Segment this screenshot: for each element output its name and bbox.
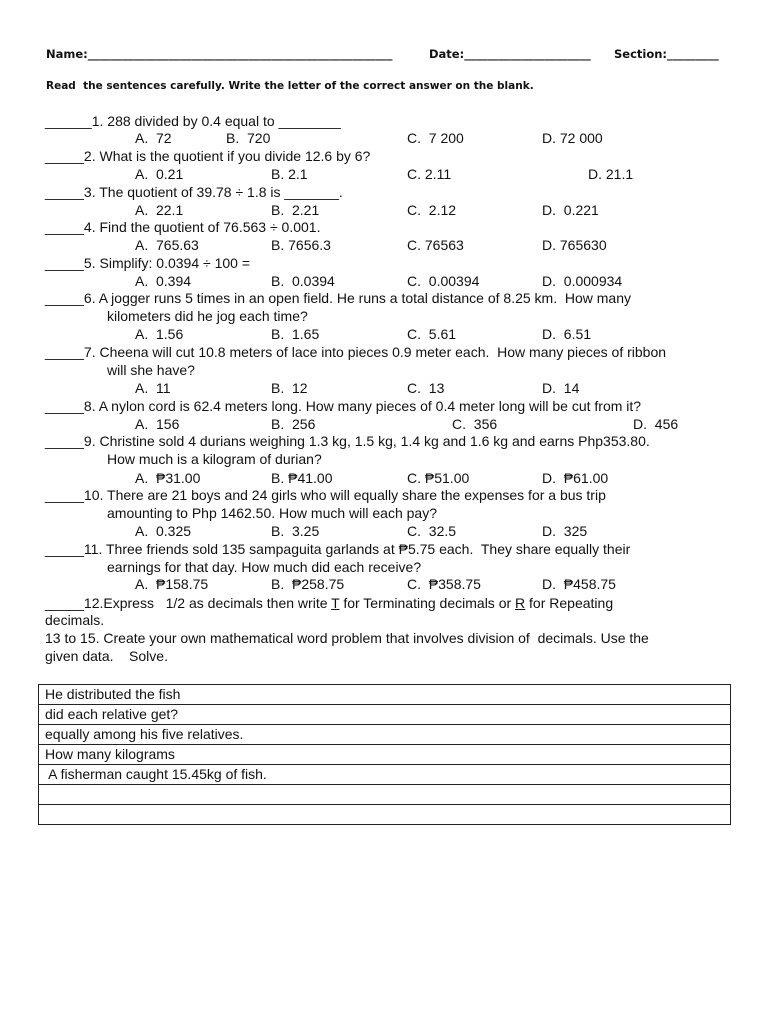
q10-option-b[interactable]: B. 3.25 (271, 523, 320, 539)
question-10-continued: amounting to Php 1462.50. How much will each pay? (107, 505, 437, 521)
q3-option-a[interactable]: A. 22.1 (135, 202, 184, 218)
q7-option-c[interactable]: C. 13 (407, 380, 445, 396)
q7-option-a[interactable]: A. 11 (135, 380, 171, 396)
table-cell-empty[interactable] (39, 785, 731, 805)
table-row (39, 705, 731, 725)
instructions: Read the sentences carefully. Write the letter of the correct answer on the blank. (46, 80, 534, 92)
q1-option-b[interactable]: B. 720 (226, 130, 271, 146)
q4-option-c[interactable]: C. 76563 (407, 237, 464, 253)
table-row (39, 785, 731, 805)
q9-option-c[interactable]: C. ₱51.00 (407, 470, 470, 486)
table-cell: A fisherman caught 15.45kg of fish. (39, 765, 731, 785)
section-field[interactable]: Section:_________ (614, 47, 719, 61)
q7-option-b[interactable]: B. 12 (271, 380, 308, 396)
table-row (39, 765, 731, 785)
q2-option-d[interactable]: D. 21.1 (588, 166, 634, 182)
q11-option-c[interactable]: C. ₱358.75 (407, 576, 481, 592)
q5-option-a[interactable]: A. 0.394 (135, 273, 192, 289)
question-12-continued: decimals. (45, 612, 105, 628)
question-11: _____11. Three friends sold 135 sampaguita garlands at ₱5.75 each. They share equally their (45, 541, 631, 557)
given-data-table (38, 684, 731, 825)
q3-option-d[interactable]: D. 0.221 (542, 202, 599, 218)
q8-option-a[interactable]: A. 156 (135, 416, 180, 432)
q11-option-a[interactable]: A. ₱158.75 (135, 576, 209, 592)
q9-option-a[interactable]: A. ₱31.00 (135, 470, 201, 486)
date-field[interactable]: Date:______________________ (429, 47, 591, 61)
q8-option-b[interactable]: B. 256 (271, 416, 316, 432)
q5-option-d[interactable]: D. 0.000934 (542, 273, 623, 289)
q12-letter-r: R (515, 595, 526, 611)
question-2: _____2. What is the quotient if you divide 12.6 by 6? (45, 148, 371, 164)
q4-option-a[interactable]: A. 765.63 (135, 237, 199, 253)
q5-option-c[interactable]: C. 0.00394 (407, 273, 480, 289)
question-8: _____8. A nylon cord is 62.4 meters long. How many pieces of 0.4 meter long will be cut from it? (45, 398, 642, 414)
question-10: _____10. There are 21 boys and 24 girls who will equally share the expenses for a bus trip (45, 487, 606, 503)
q3-option-b[interactable]: B. 2.21 (271, 202, 320, 218)
q4-option-d[interactable]: D. 765630 (542, 237, 607, 253)
q1-option-c[interactable]: C. 7 200 (407, 130, 464, 146)
q11-option-d[interactable]: D. ₱458.75 (542, 576, 616, 592)
task-instructions-line2: given data. Solve. (45, 648, 168, 664)
q1-option-a[interactable]: A. 72 (135, 130, 172, 146)
question-3: _____3. The quotient of 39.78 ÷ 1.8 is _______. (45, 184, 343, 200)
q9-option-d[interactable]: D. ₱61.00 (542, 470, 609, 486)
question-4: _____4. Find the quotient of 76.563 ÷ 0.001. (45, 219, 321, 235)
q12-text-part1: _____12.Express 1/2 as decimals then write (45, 595, 332, 611)
q8-option-c[interactable]: C. 356 (452, 416, 498, 432)
question-1: ______1. 288 divided by 0.4 equal to ________ (45, 113, 341, 129)
table-cell: equally among his five relatives. (39, 725, 731, 745)
question-9-continued: How much is a kilogram of durian? (107, 451, 322, 467)
q1-option-d[interactable]: D. 72 000 (542, 130, 603, 146)
question-6-continued: kilometers did he jog each time? (107, 308, 308, 324)
q3-option-c[interactable]: C. 2.12 (407, 202, 457, 218)
task-instructions-line1: 13 to 15. Create your own mathematical word problem that involves division of decimals. Use the (45, 630, 649, 646)
table-row (39, 685, 731, 705)
q5-option-b[interactable]: B. 0.0394 (271, 273, 335, 289)
q2-option-a[interactable]: A. 0.21 (135, 166, 184, 182)
table-cell: did each relative get? (39, 705, 731, 725)
q6-option-a[interactable]: A. 1.56 (135, 326, 184, 342)
table-cell-empty[interactable] (39, 805, 731, 825)
q12-text-part2: for Terminating decimals or (339, 595, 516, 611)
q10-option-c[interactable]: C. 32.5 (407, 523, 457, 539)
table-row (39, 805, 731, 825)
q10-option-a[interactable]: A. 0.325 (135, 523, 192, 539)
table-cell: How many kilograms (39, 745, 731, 765)
question-12 (45, 595, 613, 612)
q6-option-b[interactable]: B. 1.65 (271, 326, 320, 342)
q6-option-c[interactable]: C. 5.61 (407, 326, 457, 342)
question-9: _____9. Christine sold 4 durians weighing 1.3 kg, 1.5 kg, 1.4 kg and 1.6 kg and earns Php353.80. (45, 433, 650, 449)
table-row (39, 725, 731, 745)
q9-option-b[interactable]: B. ₱41.00 (271, 470, 333, 486)
question-6: _____6. A jogger runs 5 times in an open field. He runs a total distance of 8.25 km. How many (45, 290, 632, 306)
question-7-continued: will she have? (107, 362, 195, 378)
q12-letter-t: T (331, 595, 340, 611)
name-field[interactable]: Name:_____________________________________________________ (46, 47, 393, 61)
q2-option-b[interactable]: B. 2.1 (271, 166, 308, 182)
q4-option-b[interactable]: B. 7656.3 (271, 237, 331, 253)
question-5: _____5. Simplify: 0.0394 ÷ 100 = (45, 255, 250, 271)
q7-option-d[interactable]: D. 14 (542, 380, 580, 396)
question-11-continued: earnings for that day. How much did each receive? (107, 559, 422, 575)
q2-option-c[interactable]: C. 2.11 (407, 166, 452, 182)
table-cell: He distributed the fish (39, 685, 731, 705)
table-row (39, 745, 731, 765)
q12-text-part3: for Repeating (525, 595, 614, 611)
question-7: _____7. Cheena will cut 10.8 meters of lace into pieces 0.9 meter each. How many pieces of ribbon (45, 344, 667, 360)
q10-option-d[interactable]: D. 325 (542, 523, 588, 539)
q11-option-b[interactable]: B. ₱258.75 (271, 576, 345, 592)
q6-option-d[interactable]: D. 6.51 (542, 326, 592, 342)
q8-option-d[interactable]: D. 456 (633, 416, 679, 432)
